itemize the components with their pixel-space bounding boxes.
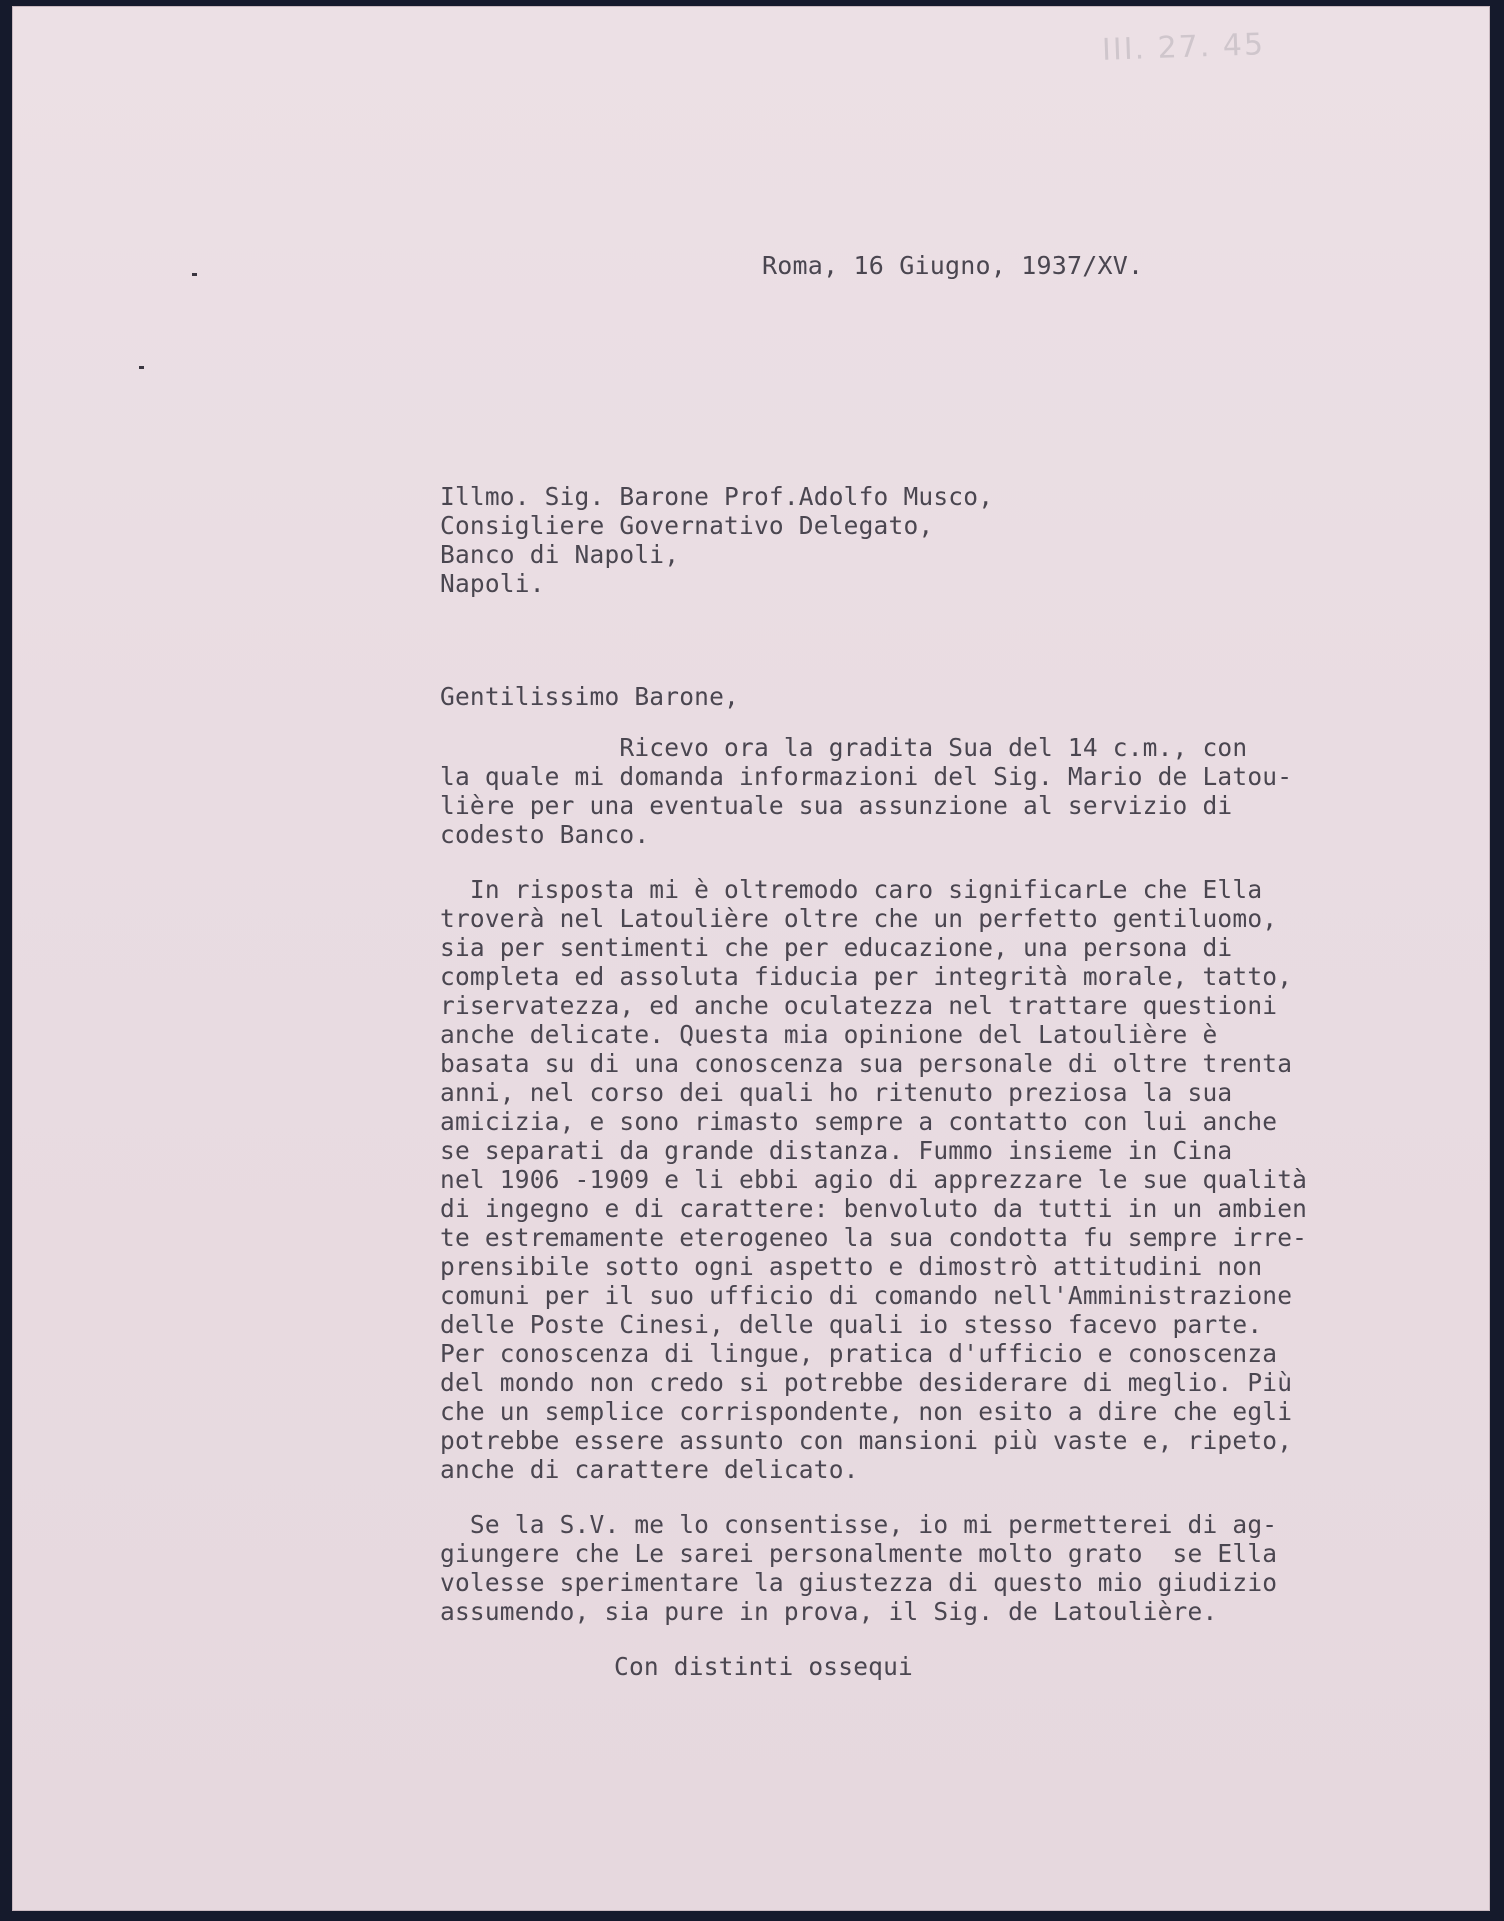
- paragraph-2-line: anche di carattere delicato.: [440, 1455, 859, 1484]
- paragraph-2-line: anni, nel corso dei quali ho ritenuto preziosa la sua: [440, 1078, 1233, 1107]
- address-line: Napoli.: [440, 569, 545, 598]
- paragraph-1-line: Ricevo ora la gradita Sua del 14 c.m., con: [440, 733, 1248, 762]
- archive-pencil-note: III. 27. 45: [1101, 27, 1266, 68]
- paragraph-2-line: amicizia, e sono rimasto sempre a contatto con lui anche: [440, 1107, 1278, 1136]
- paragraph-2-line: del mondo non credo si potrebbe desiderare di meglio. Più: [440, 1368, 1293, 1397]
- margin-mark: [139, 366, 144, 369]
- paragraph-2-line: delle Poste Cinesi, delle quali io stesso facevo parte.: [440, 1310, 1263, 1339]
- paragraph-2-line: che un semplice corrispondente, non esito a dire che egli: [440, 1397, 1293, 1426]
- paragraph-2-line: potrebbe essere assunto con mansioni più vaste e, ripeto,: [440, 1426, 1293, 1455]
- paragraph-3-line: giungere che Le sarei personalmente molto grato se Ella: [440, 1539, 1278, 1568]
- paragraph-2-line: nel 1906 -1909 e li ebbi agio di apprezzare le sue qualità: [440, 1165, 1308, 1194]
- paragraph-3-line: Se la S.V. me lo consentisse, io mi permetterei di ag-: [440, 1510, 1278, 1539]
- paragraph-2-line: completa ed assoluta fiducia per integrità morale, tatto,: [440, 962, 1293, 991]
- paragraph-2-line: prensibile sotto ogni aspetto e dimostrò attitudini non: [440, 1252, 1263, 1281]
- paragraph-1-line: la quale mi domanda informazioni del Sig. Mario de Latou-: [440, 762, 1293, 791]
- address-line: Banco di Napoli,: [440, 540, 680, 569]
- address-line: Illmo. Sig. Barone Prof.Adolfo Musco,: [440, 482, 994, 511]
- paragraph-2-line: anche delicate. Questa mia opinione del Latoulière è: [440, 1020, 1218, 1049]
- paragraph-2-line: te estremamente eterogeneo la sua condotta fu sempre irre-: [440, 1223, 1308, 1252]
- paragraph-2-line: se separati da grande distanza. Fummo insieme in Cina: [440, 1136, 1233, 1165]
- paragraph-2-line: comuni per il suo ufficio di comando nell'Amministrazione: [440, 1281, 1293, 1310]
- paragraph-2-line: basata su di una conoscenza sua personale di oltre trenta: [440, 1049, 1293, 1078]
- paragraph-2-line: Per conoscenza di lingue, pratica d'ufficio e conoscenza: [440, 1339, 1278, 1368]
- date-line: Roma, 16 Giugno, 1937/XV.: [762, 251, 1144, 280]
- letter-page: [12, 6, 1490, 1911]
- paragraph-2-line: In risposta mi è oltremodo caro significarLe che Ella: [440, 875, 1263, 904]
- paragraph-3-line: volesse sperimentare la giustezza di questo mio giudizio: [440, 1568, 1278, 1597]
- paragraph-2-line: di ingegno e di carattere: benvoluto da tutti in un ambien: [440, 1194, 1308, 1223]
- salutation: Gentilissimo Barone,: [440, 682, 740, 711]
- address-line: Consigliere Governativo Delegato,: [440, 511, 934, 540]
- paragraph-1-line: lière per una eventuale sua assunzione al servizio di: [440, 791, 1233, 820]
- paragraph-2-line: troverà nel Latoulière oltre che un perfetto gentiluomo,: [440, 904, 1278, 933]
- paragraph-1-line: codesto Banco.: [440, 820, 650, 849]
- closing-line: Con distinti ossequi: [614, 1652, 914, 1681]
- margin-mark: [192, 273, 197, 276]
- paragraph-3-line: assumendo, sia pure in prova, il Sig. de Latoulière.: [440, 1597, 1218, 1626]
- paragraph-2-line: sia per sentimenti che per educazione, una persona di: [440, 933, 1233, 962]
- paragraph-2-line: riservatezza, ed anche oculatezza nel trattare questioni: [440, 991, 1278, 1020]
